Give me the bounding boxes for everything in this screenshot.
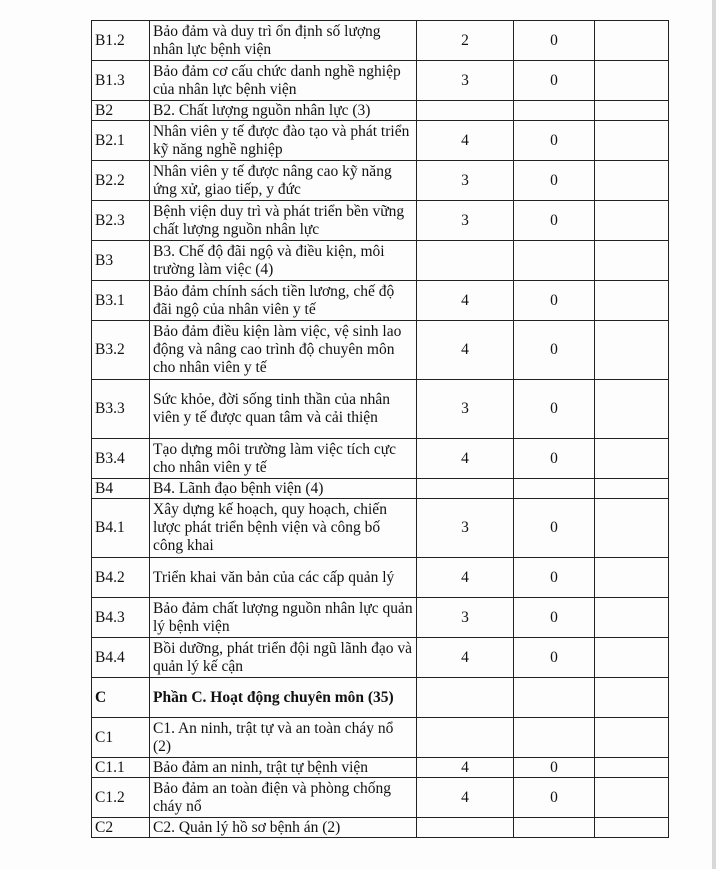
achieved-value-cell: 0: [514, 201, 595, 241]
achieved-value-cell: 0: [514, 758, 595, 778]
criterion-description-cell: Bảo đảm chính sách tiền lương, chế độ đãi ngộ của nhân viên y tế: [150, 281, 417, 321]
criterion-description-cell: C2. Quản lý hồ sơ bệnh án (2): [150, 818, 417, 838]
table-row: [92, 718, 669, 758]
max-score-cell: [417, 101, 514, 121]
table-row: [92, 479, 669, 499]
max-score-cell: 4: [417, 439, 514, 479]
criterion-code-cell: C1: [92, 718, 150, 758]
table-row: [92, 281, 669, 321]
notes-cell: [595, 121, 669, 161]
criterion-code-cell: C1.1: [92, 758, 150, 778]
page-edge-shadow: [712, 0, 716, 869]
criterion-description-cell: Phần C. Hoạt động chuyên môn (35): [150, 678, 417, 718]
notes-cell: [595, 638, 669, 678]
achieved-value-cell: 0: [514, 21, 595, 61]
achieved-value-cell: [514, 718, 595, 758]
criterion-code-cell: B3.2: [92, 321, 150, 380]
achieved-value-cell: 0: [514, 321, 595, 380]
notes-cell: [595, 818, 669, 838]
criterion-code-cell: B3.4: [92, 439, 150, 479]
table-row: [92, 558, 669, 598]
table-row: [92, 101, 669, 121]
criterion-description-cell: Bảo đảm cơ cấu chức danh nghề nghiệp của nhân lực bệnh viện: [150, 61, 417, 101]
max-score-cell: 3: [417, 201, 514, 241]
max-score-cell: 4: [417, 281, 514, 321]
criterion-code-cell: C2: [92, 818, 150, 838]
achieved-value-cell: 0: [514, 61, 595, 101]
criterion-description-cell: Bệnh viện duy trì và phát triển bền vững chất lượng nguồn nhân lực: [150, 201, 417, 241]
criterion-code-cell: B4.2: [92, 558, 150, 598]
max-score-cell: [417, 678, 514, 718]
notes-cell: [595, 439, 669, 479]
notes-cell: [595, 758, 669, 778]
max-score-cell: 3: [417, 499, 514, 558]
table-row: [92, 778, 669, 818]
criterion-code-cell: C: [92, 678, 150, 718]
notes-cell: [595, 201, 669, 241]
achieved-value-cell: 0: [514, 380, 595, 439]
criterion-description-cell: B3. Chế độ đãi ngộ và điều kiện, môi trường làm việc (4): [150, 241, 417, 281]
notes-cell: [595, 241, 669, 281]
criterion-code-cell: B3.3: [92, 380, 150, 439]
table-row: [92, 380, 669, 439]
table-row: [92, 439, 669, 479]
achieved-value-cell: [514, 818, 595, 838]
achieved-value-cell: 0: [514, 439, 595, 479]
max-score-cell: [417, 718, 514, 758]
notes-cell: [595, 479, 669, 499]
notes-cell: [595, 558, 669, 598]
max-score-cell: 4: [417, 558, 514, 598]
table-row: [92, 21, 669, 61]
notes-cell: [595, 321, 669, 380]
max-score-cell: 4: [417, 638, 514, 678]
achieved-value-cell: [514, 678, 595, 718]
notes-cell: [595, 598, 669, 638]
criterion-description-cell: C1. An ninh, trật tự và an toàn cháy nổ (2): [150, 718, 417, 758]
achieved-value-cell: 0: [514, 558, 595, 598]
notes-cell: [595, 678, 669, 718]
achieved-value-cell: 0: [514, 778, 595, 818]
max-score-cell: 4: [417, 121, 514, 161]
table-row: [92, 678, 669, 718]
max-score-cell: 3: [417, 598, 514, 638]
criterion-code-cell: B1.2: [92, 21, 150, 61]
notes-cell: [595, 101, 669, 121]
criterion-description-cell: Xây dựng kế hoạch, quy hoạch, chiến lược phát triển bệnh viện và công bố công khai: [150, 499, 417, 558]
table-row: [92, 598, 669, 638]
criterion-description-cell: Tạo dựng môi trường làm việc tích cực cho nhân viên y tế: [150, 439, 417, 479]
table-row: [92, 758, 669, 778]
max-score-cell: [417, 479, 514, 499]
criterion-code-cell: B2.3: [92, 201, 150, 241]
notes-cell: [595, 380, 669, 439]
table-row: [92, 121, 669, 161]
notes-cell: [595, 161, 669, 201]
criterion-code-cell: B2: [92, 101, 150, 121]
max-score-cell: [417, 818, 514, 838]
achieved-value-cell: [514, 241, 595, 281]
criterion-description-cell: Bảo đảm chất lượng nguồn nhân lực quản lý bệnh viện: [150, 598, 417, 638]
criterion-code-cell: B3: [92, 241, 150, 281]
achieved-value-cell: 0: [514, 638, 595, 678]
criterion-description-cell: Bảo đảm điều kiện làm việc, vệ sinh lao động và nâng cao trình độ chuyên môn cho nhân viên y tế: [150, 321, 417, 380]
table-row: [92, 61, 669, 101]
max-score-cell: 3: [417, 61, 514, 101]
criterion-description-cell: Bồi dưỡng, phát triển đội ngũ lãnh đạo và quản lý kế cận: [150, 638, 417, 678]
notes-cell: [595, 21, 669, 61]
criterion-code-cell: C1.2: [92, 778, 150, 818]
max-score-cell: 3: [417, 161, 514, 201]
criterion-code-cell: B2.1: [92, 121, 150, 161]
max-score-cell: 3: [417, 380, 514, 439]
achieved-value-cell: 0: [514, 161, 595, 201]
table-row: [92, 638, 669, 678]
notes-cell: [595, 499, 669, 558]
criterion-description-cell: B4. Lãnh đạo bệnh viện (4): [150, 479, 417, 499]
notes-cell: [595, 718, 669, 758]
table-row: [92, 161, 669, 201]
max-score-cell: 4: [417, 778, 514, 818]
criterion-description-cell: Nhân viên y tế được nâng cao kỹ năng ứng xử, giao tiếp, y đức: [150, 161, 417, 201]
criterion-code-cell: B4: [92, 479, 150, 499]
criterion-code-cell: B4.4: [92, 638, 150, 678]
criterion-code-cell: B1.3: [92, 61, 150, 101]
criterion-description-cell: Nhân viên y tế được đào tạo và phát triển kỹ năng nghề nghiệp: [150, 121, 417, 161]
criterion-code-cell: B2.2: [92, 161, 150, 201]
table-row: [92, 241, 669, 281]
criterion-description-cell: Sức khỏe, đời sống tinh thần của nhân viên y tế được quan tâm và cải thiện: [150, 380, 417, 439]
criteria-table: [91, 20, 669, 838]
criterion-description-cell: Triển khai văn bản của các cấp quản lý: [150, 558, 417, 598]
max-score-cell: 2: [417, 21, 514, 61]
achieved-value-cell: 0: [514, 499, 595, 558]
achieved-value-cell: [514, 101, 595, 121]
notes-cell: [595, 281, 669, 321]
achieved-value-cell: 0: [514, 121, 595, 161]
criterion-description-cell: Bảo đảm an ninh, trật tự bệnh viện: [150, 758, 417, 778]
max-score-cell: 4: [417, 321, 514, 380]
notes-cell: [595, 61, 669, 101]
criterion-code-cell: B4.1: [92, 499, 150, 558]
table-row: [92, 201, 669, 241]
notes-cell: [595, 778, 669, 818]
criteria-table-body: [92, 21, 669, 838]
table-row: [92, 818, 669, 838]
achieved-value-cell: 0: [514, 598, 595, 638]
criterion-code-cell: B4.3: [92, 598, 150, 638]
criterion-code-cell: B3.1: [92, 281, 150, 321]
achieved-value-cell: 0: [514, 281, 595, 321]
criterion-description-cell: Bảo đảm an toàn điện và phòng chống cháy nổ: [150, 778, 417, 818]
max-score-cell: [417, 241, 514, 281]
table-row: [92, 321, 669, 380]
max-score-cell: 4: [417, 758, 514, 778]
criterion-description-cell: B2. Chất lượng nguồn nhân lực (3): [150, 101, 417, 121]
table-row: [92, 499, 669, 558]
criterion-description-cell: Bảo đảm và duy trì ổn định số lượng nhân lực bệnh viện: [150, 21, 417, 61]
achieved-value-cell: [514, 479, 595, 499]
